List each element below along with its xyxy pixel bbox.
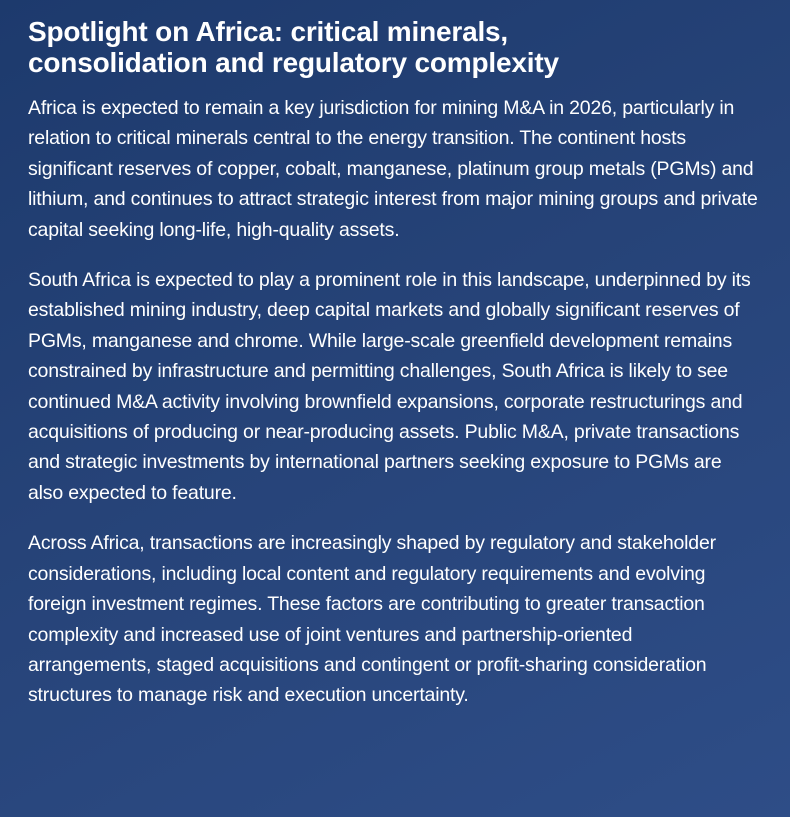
section-title	[28, 16, 760, 78]
section-title-line-1: Spotlight on Africa: critical minerals,	[28, 16, 509, 47]
body-paragraph-2: South Africa is expected to play a prominent role in this landscape, underpinned by its established mining industry, deep capital markets and globally significant reserves of PGMs, manganese and chrome. While large-scale greenfield development remains constrained by infrastructure and permitting challenges, South Africa is likely to see continued M&A activity involving brownfield expansions, corporate restructurings and acquisitions of producing or near-producing assets. Public M&A, private transactions and strategic investments by international partners seeking exposure to PGMs are also expected to feature.	[28, 269, 751, 504]
body-paragraph-1: Africa is expected to remain a key jurisdiction for mining M&A in 2026, particularly in relation to critical minerals central to the energy transition. The continent hosts significant reserves of copper, cobalt, manganese, platinum group metals (PGMs) and lithium, and continues to attract strategic interest from major mining groups and private capital seeking long-life, high-quality assets.	[28, 97, 758, 241]
body-paragraph-3: Across Africa, transactions are increasingly shaped by regulatory and stakeholder considerations, including local content and regulatory requirements and evolving foreign investment regimes. These factors are contributing to greater transaction complexity and increased use of joint ventures and partnership-oriented arrangements, staged acquisitions and contingent or profit-sharing consideration structures to manage risk and execution uncertainty.	[28, 532, 716, 707]
section-title-line-2: consolidation and regulatory complexity	[28, 47, 559, 78]
section-body	[28, 93, 760, 711]
